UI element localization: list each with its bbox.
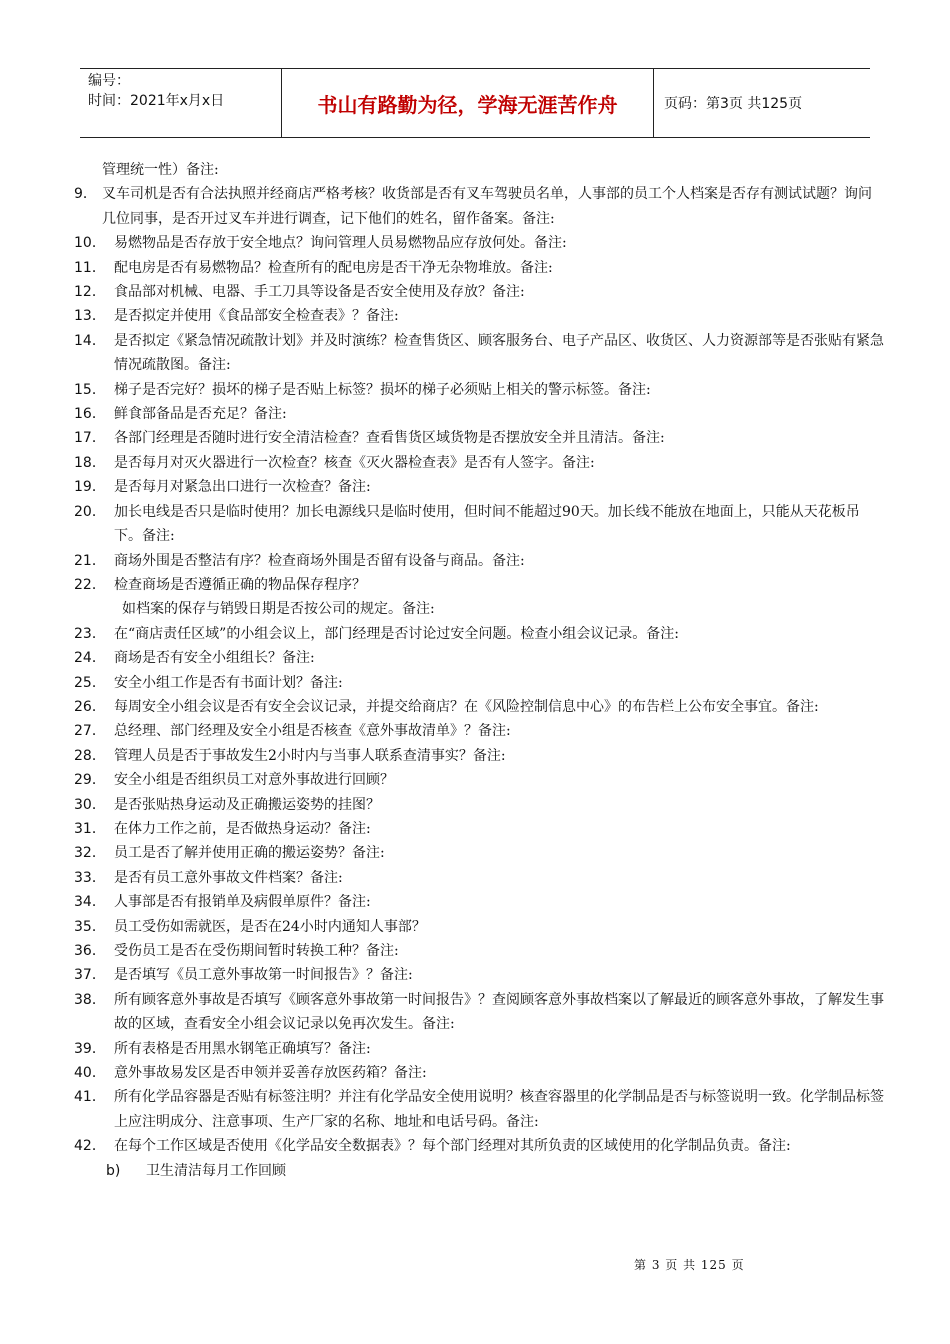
item-text: 员工是否了解并使用正确的搬运姿势？备注:	[114, 845, 385, 862]
section-b	[74, 1159, 884, 1183]
item-number: 26．	[74, 698, 106, 715]
header-page-info: 页码：第3页 共125页	[664, 96, 803, 112]
list-item	[74, 549, 884, 573]
list-item	[74, 451, 884, 475]
time-label: 时间：2021年x月x日	[88, 93, 225, 109]
list-item	[74, 329, 884, 378]
item-number: 14．	[74, 332, 106, 349]
item-text: 员工受伤如需就医，是否在24小时内通知人事部？	[114, 918, 426, 935]
item-text: 是否张贴热身运动及正确搬运姿势的挂图？	[114, 796, 380, 813]
header-motto: 书山有路勤为径，学海无涯苦作舟	[282, 69, 654, 137]
item-number: 30．	[74, 796, 106, 813]
item-text: 易燃物品是否存放于安全地点？询问管理人员易燃物品应存放何处。备注:	[114, 235, 567, 252]
item-text: 梯子是否完好？损坏的梯子是否贴上标签？损坏的梯子必须贴上相关的警示标签。备注:	[114, 381, 651, 398]
list-item	[74, 988, 884, 1037]
list-item	[74, 622, 884, 646]
list-item	[74, 378, 884, 402]
checklist-part-2	[74, 622, 884, 1159]
item-number: 13．	[74, 308, 106, 325]
header-meta	[80, 69, 282, 137]
item-text: 所有表格是否用黑水钢笔正确填写？备注:	[114, 1040, 371, 1057]
list-item	[74, 890, 884, 914]
list-item	[74, 1134, 884, 1158]
item-text: 安全小组是否组织员工对意外事故进行回顾？	[114, 772, 394, 789]
continuation-line: 管理统一性）备注:	[102, 162, 219, 178]
list-item	[74, 744, 884, 768]
item-number: 33．	[74, 869, 106, 886]
item-text: 配电房是否有易燃物品？检查所有的配电房是否干净无杂物堆放。备注:	[114, 259, 553, 276]
item-number: 28．	[74, 747, 106, 764]
item-text: 是否有员工意外事故文件档案？备注:	[114, 869, 343, 886]
item-text: 总经理、部门经理及安全小组是否核查《意外事故清单》？备注:	[114, 723, 511, 740]
list-item	[74, 182, 884, 231]
section-b-title: 卫生清洁每月工作回顾	[146, 1162, 286, 1179]
item-text: 检查商场是否遵循正确的物品保存程序？	[114, 576, 366, 593]
item-number: 37．	[74, 967, 106, 984]
list-item	[74, 719, 884, 743]
item-number: 31．	[74, 820, 106, 837]
checklist-part-1	[74, 182, 884, 597]
item-text: 管理人员是否于事故发生2小时内与当事人联系查清事实？备注:	[114, 747, 506, 764]
item-number: 35．	[74, 918, 106, 935]
item-text: 是否填写《员工意外事故第一时间报告》？备注:	[114, 967, 413, 984]
list-item	[74, 793, 884, 817]
list-item	[74, 1061, 884, 1085]
item-number: 17．	[74, 430, 106, 447]
list-item	[74, 695, 884, 719]
item-number: 34．	[74, 894, 106, 911]
item-number: 23．	[74, 625, 106, 642]
item-text: 受伤员工是否在受伤期间暂时转换工种？备注:	[114, 943, 399, 959]
item-text: 所有顾客意外事故是否填写《顾客意外事故第一时间报告》？查阅顾客意外事故档案以了解最近的顾客意外事故，了解发生事故的区域，查看安全小组会议记录以免再次发生。备注:	[114, 991, 884, 1033]
item-text: 是否拟定《紧急情况疏散计划》并及时演练？检查售货区、顾客服务台、电子产品区、收货区、人力资源部等是否张贴有紧急情况疏散图。备注:	[114, 332, 884, 374]
list-item	[74, 866, 884, 890]
list-item	[74, 426, 884, 450]
item-number: 29．	[74, 772, 106, 789]
list-item	[74, 402, 884, 426]
item-text: 是否每月对紧急出口进行一次检查？备注:	[114, 479, 371, 496]
item-number: 39．	[74, 1040, 106, 1057]
list-item	[74, 280, 884, 304]
list-item	[74, 475, 884, 499]
item-text: 加长电线是否只是临时使用？加长电源线只是临时使用，但时间不能超过90天。加长线不能放在地面上，只能从天花板吊下。备注:	[114, 503, 860, 545]
page-footer: 第 3 页 共 125 页	[634, 1258, 745, 1272]
item-text: 是否每月对灭火器进行一次检查？核查《灭火器检查表》是否有人签字。备注:	[114, 454, 595, 471]
item-number: 27．	[74, 723, 106, 740]
item-text: 人事部是否有报销单及病假单原件？备注:	[114, 894, 371, 911]
list-item	[74, 500, 884, 549]
list-item	[74, 915, 884, 939]
number-label: 编号：	[88, 73, 130, 89]
item-number: 12．	[74, 284, 106, 301]
item-text: 意外事故易发区是否申领并妥善存放医药箱？备注:	[114, 1065, 427, 1082]
item-number: 19．	[74, 479, 106, 496]
item-number: 15．	[74, 381, 106, 398]
list-item	[74, 573, 884, 597]
item-number: 32．	[74, 845, 106, 862]
item-number: 9．	[74, 186, 97, 203]
item-text: 在体力工作之前，是否做热身运动？备注:	[114, 820, 371, 837]
list-item	[74, 1037, 884, 1061]
item-number: 21．	[74, 552, 106, 569]
list-item	[74, 1085, 884, 1134]
item-text: 叉车司机是否有合法执照并经商店严格考核？收货部是否有叉车驾驶员名单，人事部的员工个人档案是否存有测试试题？询问几位同事，是否开过叉车并进行调查，记下他们的姓名，留作备案。备注:	[102, 186, 872, 227]
item-number: 25．	[74, 674, 106, 691]
list-item	[74, 646, 884, 670]
item-text: 在每个工作区域是否使用《化学品安全数据表》？每个部门经理对其所负责的区域使用的化学制品负责。备注:	[114, 1138, 791, 1155]
item-text: 商场外围是否整洁有序？检查商场外围是否留有设备与商品。备注:	[114, 552, 525, 569]
item-text: 商场是否有安全小组组长？备注:	[114, 650, 315, 667]
item-number: 36．	[74, 943, 106, 959]
document-body	[74, 158, 884, 1183]
item-text: 是否拟定并使用《食品部安全检查表》？备注:	[114, 308, 399, 325]
item-number: 42．	[74, 1138, 106, 1155]
list-item	[74, 768, 884, 792]
item-22-detail: 如档案的保存与销毁日期是否按公司的规定。备注:	[122, 601, 435, 618]
item-text: 各部门经理是否随时进行安全清洁检查？查看售货区域货物是否摆放安全并且清洁。备注:	[114, 430, 665, 447]
list-item	[74, 231, 884, 255]
item-text: 每周安全小组会议是否有安全会议记录，并提交给商店？在《风险控制信息中心》的布告栏上公布安全事宜。备注:	[114, 698, 819, 715]
item-number: 41．	[74, 1089, 106, 1106]
list-item	[74, 963, 884, 987]
section-b-label: b)	[106, 1162, 121, 1179]
list-item	[74, 841, 884, 865]
item-text: 所有化学品容器是否贴有标签注明？并注有化学品安全使用说明？核查容器里的化学制品是否与标签说明一致。化学制品标签上应注明成分、注意事项、生产厂家的名称、地址和电话号码。备注:	[114, 1089, 884, 1130]
list-item	[74, 304, 884, 328]
item-number: 11．	[74, 259, 106, 276]
item-text: 鲜食部备品是否充足？备注:	[114, 406, 287, 423]
item-number: 10．	[74, 235, 106, 252]
list-item	[74, 939, 884, 963]
item-text: 食品部对机械、电器、手工刀具等设备是否安全使用及存放？备注:	[114, 284, 525, 301]
list-item	[74, 817, 884, 841]
item-number: 16．	[74, 406, 106, 423]
item-number: 24．	[74, 650, 106, 667]
item-text: 安全小组工作是否有书面计划？备注:	[114, 674, 343, 691]
list-item	[74, 671, 884, 695]
item-number: 40．	[74, 1065, 106, 1082]
page-header	[80, 68, 870, 138]
item-number: 22．	[74, 576, 106, 593]
item-number: 18．	[74, 454, 106, 471]
item-number: 20．	[74, 503, 106, 520]
item-text: 在“商店责任区域”的小组会议上，部门经理是否讨论过安全问题。检查小组会议记录。备注:	[114, 625, 680, 642]
item-number: 38．	[74, 991, 106, 1008]
list-item	[74, 256, 884, 280]
